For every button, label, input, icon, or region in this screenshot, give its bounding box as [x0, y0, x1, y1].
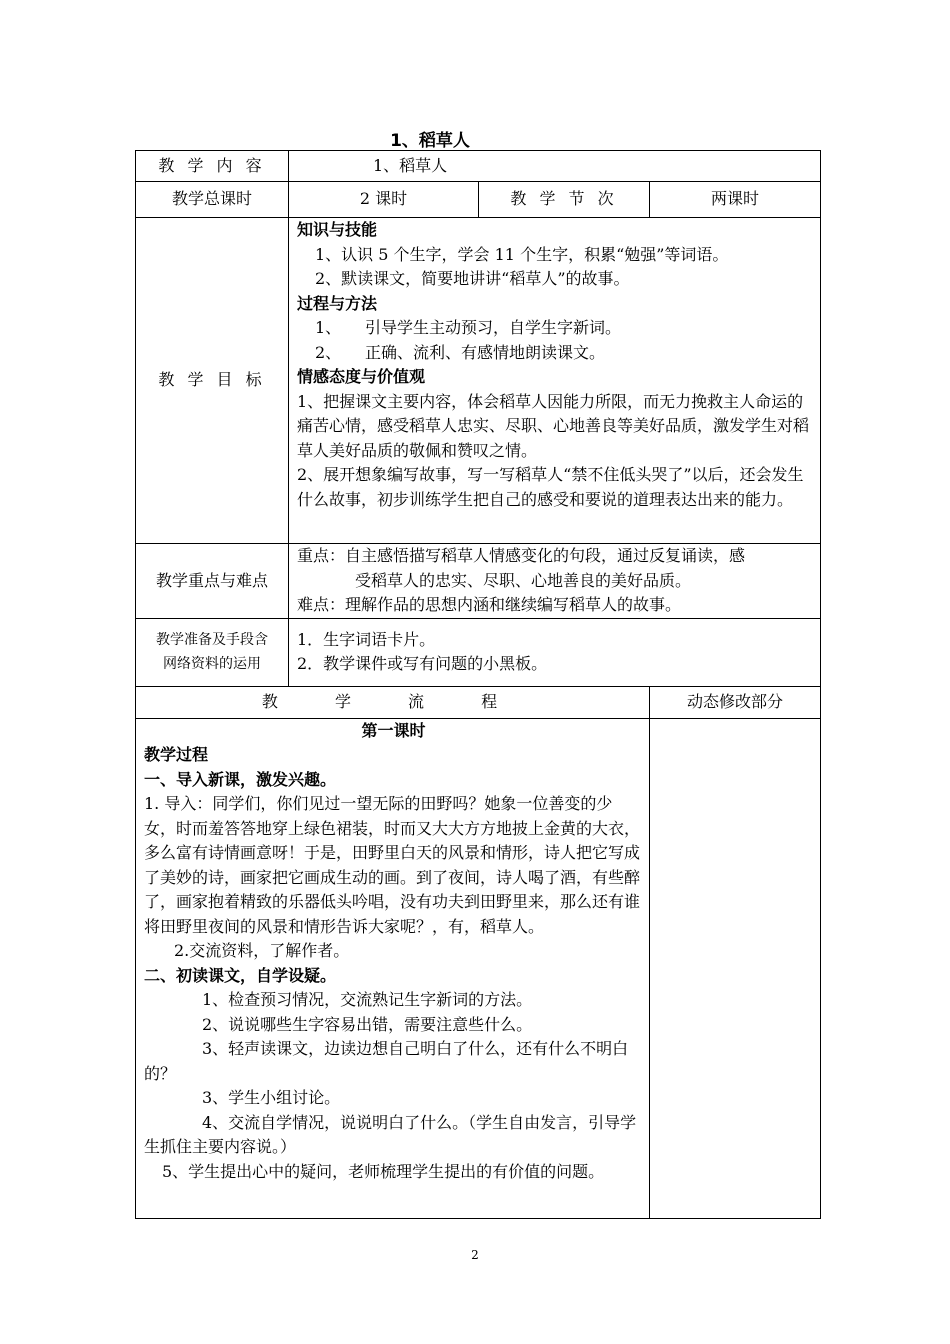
session-label: 教 学 节 次 [479, 182, 650, 218]
goal-process-2-text: 正确、流利、有感情地朗读课文。 [365, 342, 606, 362]
row-hours [136, 182, 821, 218]
goal-emotion-1: 1、把握课文主要内容，体会稻草人因能力所限，而无力挽救主人命运的痛苦心情，感受稻草人忠实、尽职、心地善良等美好品质，激发学生对稻草人美好品质的敬佩和赞叹之情。 [297, 391, 810, 460]
goal-process-1-number: 1、 [315, 318, 342, 337]
goal-process-2 [297, 341, 814, 366]
page-number: 2 [471, 1248, 479, 1262]
hours-value: 2 课时 [289, 182, 479, 218]
prep-label-line-1: 教学准备及手段含 [156, 631, 268, 648]
section-2-item-3: 3、轻声读课文，边读边想自己明白了什么，还有什么不明白的？ [144, 1039, 629, 1083]
row-keypoints [136, 544, 821, 619]
goal-emotion-2: 2、展开想象编写故事，写一写稻草人“禁不住低头哭了”以后，还会发生什么故事，初步训练学生把自己的感受和要说的道理表达出来的能力。 [297, 465, 804, 509]
section-1-intro: 1. 导入：同学们，你们见过一望无际的田野吗？她象一位善变的少女，时而羞答答地穿上绿色裙装，时而又大大方方地披上金黄的大衣，多么富有诗情画意呀！于是，田野里白天的风景和情形，诗人把它写成了美妙的诗，画家把它画成生动的画。到了夜间，诗人喝了酒，有些醉了，画家抱着精致的乐器低头吟唱，没有功夫到田野里来，那么还有谁将田野里夜间的风景和情形告诉大家呢？，有，稻草人。 [144, 794, 641, 936]
row-flow-header [136, 686, 821, 718]
prep-content [289, 618, 821, 686]
row-process [136, 718, 821, 1218]
dynamic-revision-cell [650, 718, 821, 1218]
key-point-line-1: 重点：自主感悟描写稻草人情感变化的句段，通过反复诵读，感 [297, 546, 746, 565]
goal-knowledge-2: 2、默读课文，简要地讲讲“稻草人”的故事。 [315, 269, 630, 288]
prep-label [136, 618, 289, 686]
hours-label: 教学总课时 [136, 182, 289, 218]
difficult-point: 难点：理解作品的思想内涵和继续编写稻草人的故事。 [297, 595, 682, 614]
goal-knowledge-1: 1、认识 5 个生字，学会 11 个生字，积累“勉强”等词语。 [315, 244, 729, 264]
keypoints-content [289, 544, 821, 619]
goals-content [289, 218, 821, 544]
section-1-item-2: 2.交流资料，了解作者。 [174, 941, 350, 960]
section-2-item-6: 5、学生提出心中的疑问，老师梳理学生提出的有价值的问题。 [162, 1161, 605, 1181]
row-content [136, 151, 821, 182]
row-goals [136, 218, 821, 544]
session-value: 两课时 [650, 182, 821, 218]
row-prep [136, 618, 821, 686]
prep-item-2: 2．教学课件或写有问题的小黑板。 [297, 654, 548, 673]
process-content [136, 718, 650, 1218]
flow-label: 教 学 流 程 [136, 686, 650, 718]
goal-process-1-text: 引导学生主动预习，自学生字新词。 [365, 318, 622, 337]
period-title: 第一课时 [361, 720, 426, 740]
section-2-item-1: 1、检查预习情况，交流熟记生字新词的方法。 [202, 990, 533, 1009]
prep-item-1: 1．生字词语卡片。 [297, 629, 436, 649]
section-2-item-4: 3、学生小组讨论。 [202, 1088, 341, 1107]
goals-label: 教 学 目 标 [136, 218, 289, 544]
section-2-heading: 二、初读课文，自学设疑。 [144, 965, 337, 985]
key-point-line-2: 受稻草人的忠实、尽职、心地善良的美好品质。 [355, 570, 692, 590]
section-2-item-2: 2、说说哪些生字容易出错，需要注意些什么。 [202, 1014, 533, 1034]
document-title: 1、稻草人 [390, 131, 470, 151]
dynamic-label: 动态修改部分 [650, 686, 821, 718]
content-value: 1、稻草人 [289, 151, 821, 182]
goal-heading-knowledge: 知识与技能 [297, 220, 378, 239]
lesson-plan-table [135, 150, 821, 1219]
goal-process-2-number: 2、 [315, 342, 342, 362]
process-heading: 教学过程 [144, 745, 209, 764]
section-1-heading: 一、导入新课，激发兴趣。 [144, 769, 337, 789]
goal-heading-process: 过程与方法 [297, 293, 378, 313]
prep-label-line-2: 网络资料的运用 [163, 656, 261, 672]
content-label: 教 学 内 容 [136, 151, 289, 182]
keypoints-label: 教学重点与难点 [136, 544, 289, 619]
goal-process-1 [297, 316, 814, 341]
goal-heading-emotion: 情感态度与价值观 [297, 367, 426, 386]
section-2-item-5: 4、交流自学情况，说说明白了什么。（学生自由发言，引导学生抓住主要内容说。） [144, 1112, 637, 1156]
